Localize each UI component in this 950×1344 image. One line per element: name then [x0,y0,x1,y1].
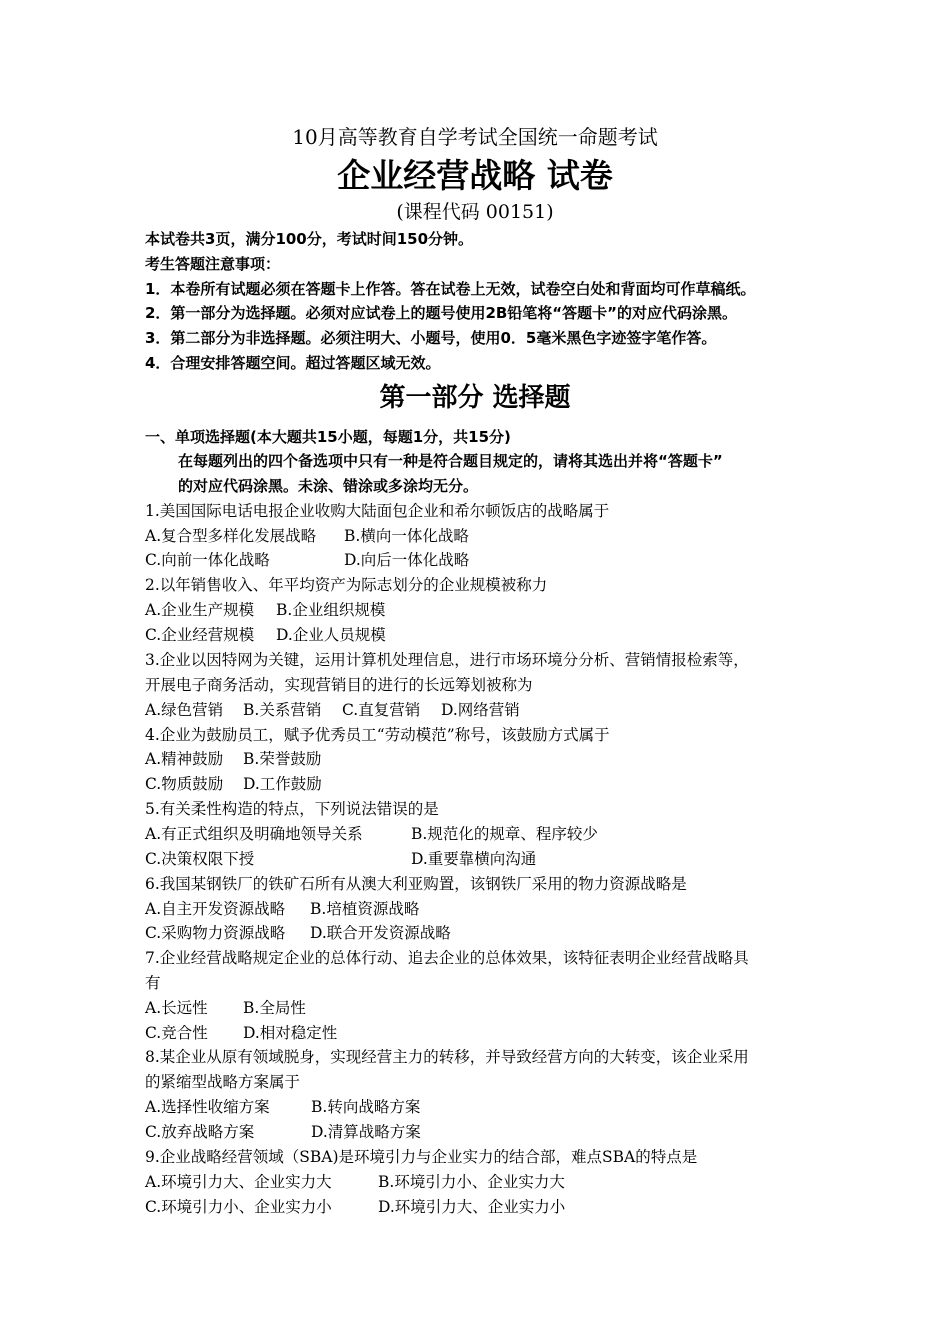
notice-item: 1．本卷所有试题必须在答题卡上作答。答在试卷上无效，试卷空白处和背面均可作草稿纸。 [145,280,756,298]
option-row [145,848,536,870]
option-row [145,599,385,621]
question-stem: 5.有关柔性构造的特点，下列说法错误的是 [145,800,439,818]
option: A.精神鼓励 [145,750,224,768]
option: C.竞合性 [145,1024,208,1042]
question-stem: 2.以年销售收入、年平均资产为际志划分的企业规模被称力 [145,576,548,594]
option-row [145,1121,421,1143]
option: B.荣誉鼓励 [243,750,322,768]
option: B.企业组织规模 [276,601,386,619]
option: D.工作鼓励 [243,775,322,793]
option: D.联合开发资源战略 [310,924,451,942]
section-heading: 一、单项选择题(本大题共15小题，每题1分，共15分) [145,428,511,446]
option: B.转向战略方案 [311,1098,421,1116]
question-stem: 3.企业以因特网为关键，运用计算机处理信息，进行市场环境分分析、营销情报检索等， [145,651,749,669]
question-stem: 7.企业经营战略规定企业的总体行动、追去企业的总体效果，该特征表明企业经营战略具 [145,949,749,967]
option-row [145,1196,565,1218]
option: B.横向一体化战略 [344,527,469,545]
section-instruction: 的对应代码涂黑。未涂、错涂或多涂均无分。 [178,477,479,495]
option: C.决策权限下授 [145,850,255,868]
option: A.自主开发资源战略 [145,900,286,918]
option-row [145,898,419,920]
option: D.重要靠横向沟通 [411,850,537,868]
option: D.清算战略方案 [311,1123,421,1141]
option: D.相对稳定性 [243,1024,338,1042]
option: B.环境引力小、企业实力大 [378,1173,565,1191]
option: D.网络营销 [441,701,520,719]
exam-line: 10月高等教育自学考试全国统一命题考试 [292,125,658,149]
option: A.企业生产规模 [145,601,255,619]
option-row [145,997,306,1019]
option: A.环境引力大、企业实力大 [145,1173,332,1191]
question-stem-cont: 的紧缩型战略方案属于 [145,1073,301,1091]
notice-heading: 考生答题注意事项： [145,255,281,273]
option: A.有正式组织及明确地领导关系 [145,825,363,843]
option: B.规范化的规章、程序较少 [411,825,598,843]
option-row [145,1096,420,1118]
notice-item: 3．第二部分为非选择题。必须注明大、小题号，使用0．5毫米黑色字迹签字笔作答。 [145,329,717,347]
option: C.直复营销 [342,701,421,719]
option: D.企业人员规模 [276,626,386,644]
option-row [145,624,386,646]
section-instruction: 在每题列出的四个备选项中只有一种是符合题目规定的，请将其选出并将“答题卡” [178,452,723,470]
option-row [145,1022,337,1044]
question-stem: 4.企业为鼓励员工，赋予优秀员工“劳动模范”称号，该鼓励方式属于 [145,726,610,744]
option: C.企业经营规模 [145,626,255,644]
question-stem-cont: 开展电子商务活动，实现营销目的进行的长远筹划被称为 [145,676,533,694]
course-code: (课程代码 00151) [396,201,554,223]
option-row [145,748,321,770]
option-row [145,525,469,547]
option: C.采购物力资源战略 [145,924,286,942]
option-row [145,699,520,721]
question-stem: 9.企业战略经营领域（SBA)是环境引力与企业实力的结合部，难点SBA的特点是 [145,1148,698,1166]
option-row [145,773,322,795]
option-row [145,549,469,571]
option: C.物质鼓励 [145,775,224,793]
option: D.环境引力大、企业实力小 [378,1198,566,1216]
question-stem: 6.我国某钢铁厂的铁矿石所有从澳大利亚购置，该钢铁厂采用的物力资源战略是 [145,875,687,893]
option: D.向后一体化战略 [344,551,470,569]
option: A.复合型多样化发展战略 [145,527,317,545]
option: C.环境引力小、企业实力小 [145,1198,332,1216]
option-row [145,1171,565,1193]
subject-title: 企业经营战略 试卷 [337,156,613,195]
question-stem: 1.美国国际电话电报企业收购大陆面包企业和希尔顿饭店的战略属于 [145,502,610,520]
notice-item: 4．合理安排答题空间。超过答题区域无效。 [145,354,441,372]
option: B.培植资源战略 [310,900,420,918]
part-title: 第一部分 选择题 [379,383,571,413]
option: B.全局性 [243,999,306,1017]
question-stem: 8.某企业从原有领域脱身，实现经营主力的转移，并导致经营方向的大转变，该企业采用 [145,1048,749,1066]
option: C.放弃战略方案 [145,1123,255,1141]
option: A.长远性 [145,999,208,1017]
option: A.绿色营销 [145,701,224,719]
option-row [145,823,598,845]
question-stem-cont: 有 [145,974,161,992]
option: A.选择性收缩方案 [145,1098,270,1116]
option: B.关系营销 [243,701,322,719]
exam-summary: 本试卷共3页，满分100分，考试时间150分钟。 [145,230,474,248]
notice-item: 2．第一部分为选择题。必须对应试卷上的题号使用2B铅笔将“答题卡”的对应代码涂黑。 [145,304,738,322]
option-row [145,922,451,944]
option: C.向前一体化战略 [145,551,270,569]
